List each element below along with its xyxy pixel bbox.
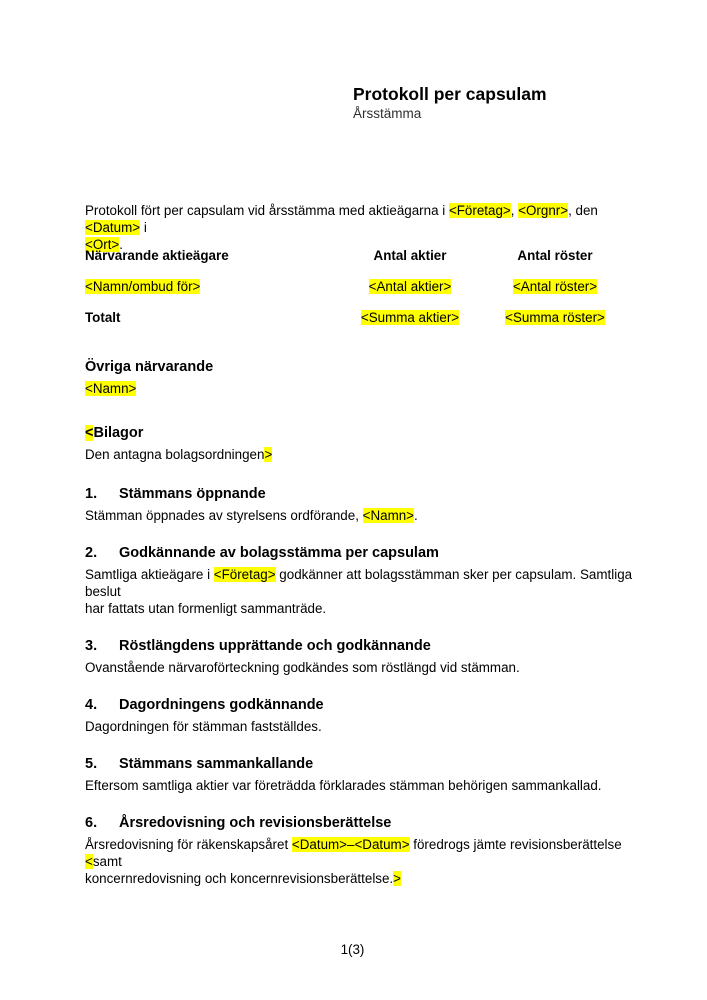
section — [85, 484, 633, 524]
section — [85, 695, 633, 735]
section-heading: Godkännande av bolagsstämma per capsulam — [119, 545, 439, 561]
attachments-body: Den antagna bolagsordningen> — [85, 447, 273, 462]
page-number: 1(3) — [340, 942, 365, 957]
table-cell-shares: <Antal aktier> — [368, 279, 452, 294]
table-cell-total-shares: <Summa aktier> — [360, 310, 460, 325]
intro-paragraph: Protokoll fört per capsulam vid årsstämma med aktieägarna i <Företag>, <Orgnr>, den <Datum> i <Ort>. — [85, 203, 598, 252]
others-present-heading: Övriga närvarande — [85, 359, 214, 375]
section-body: Samtliga aktieägare i <Företag> godkänner att bolagsstämman sker per capsulam. Samtliga beslut har fattats utan formenligt sammanträde. — [85, 567, 633, 616]
attendees-table — [85, 247, 620, 326]
attachments-heading: <Bilagor — [85, 425, 144, 441]
section-number: 1. — [85, 486, 98, 502]
table-cell-votes: <Antal röster> — [512, 279, 598, 294]
section-body: Ovanstående närvaroförteckning godkändes som röstlängd vid stämman. — [85, 660, 520, 675]
attachments-block — [85, 423, 272, 463]
section-number: 6. — [85, 815, 98, 831]
section-heading: Årsredovisning och revisionsberättelse — [119, 815, 392, 831]
document-header — [353, 84, 547, 122]
section — [85, 813, 633, 887]
table-header-attendees: Närvarande aktieägare — [85, 248, 229, 263]
table-header-shares: Antal aktier — [373, 248, 447, 263]
section-body: Årsredovisning för räkenskapsåret <Datum>–<Datum> föredrogs jämte revisionsberättelse <samt koncernredovisning och koncernrevisionsberättelse.> — [85, 837, 622, 886]
table-cell-name: <Namn/ombud för> — [85, 279, 201, 294]
section-number: 2. — [85, 545, 98, 561]
section-heading: Röstlängdens upprättande och godkännande — [119, 638, 431, 654]
section-heading: Stämmans sammankallande — [119, 756, 314, 772]
section-number: 5. — [85, 756, 98, 772]
section-heading: Dagordningens godkännande — [119, 697, 324, 713]
table-header-votes: Antal röster — [517, 248, 593, 263]
others-present-block — [85, 357, 213, 397]
section-body: Dagordningen för stämman fastställdes. — [85, 719, 322, 734]
section-heading: Stämmans öppnande — [119, 486, 266, 502]
section — [85, 754, 633, 794]
section-body: Stämman öppnades av styrelsens ordförande, <Namn>. — [85, 508, 418, 523]
section-number: 3. — [85, 638, 98, 654]
others-present-value: <Namn> — [85, 381, 137, 396]
section — [85, 543, 633, 617]
page-subtitle: Årsstämma — [353, 106, 422, 121]
section-number: 4. — [85, 697, 98, 713]
section-body: Eftersom samtliga aktier var företrädda förklarades stämman behörigen sammankallad. — [85, 778, 602, 793]
section — [85, 636, 633, 676]
table-cell-total-label: Totalt — [85, 310, 121, 325]
page-title: Protokoll per capsulam — [353, 84, 547, 104]
sections-list — [85, 484, 633, 906]
table-cell-total-votes: <Summa röster> — [505, 310, 605, 325]
